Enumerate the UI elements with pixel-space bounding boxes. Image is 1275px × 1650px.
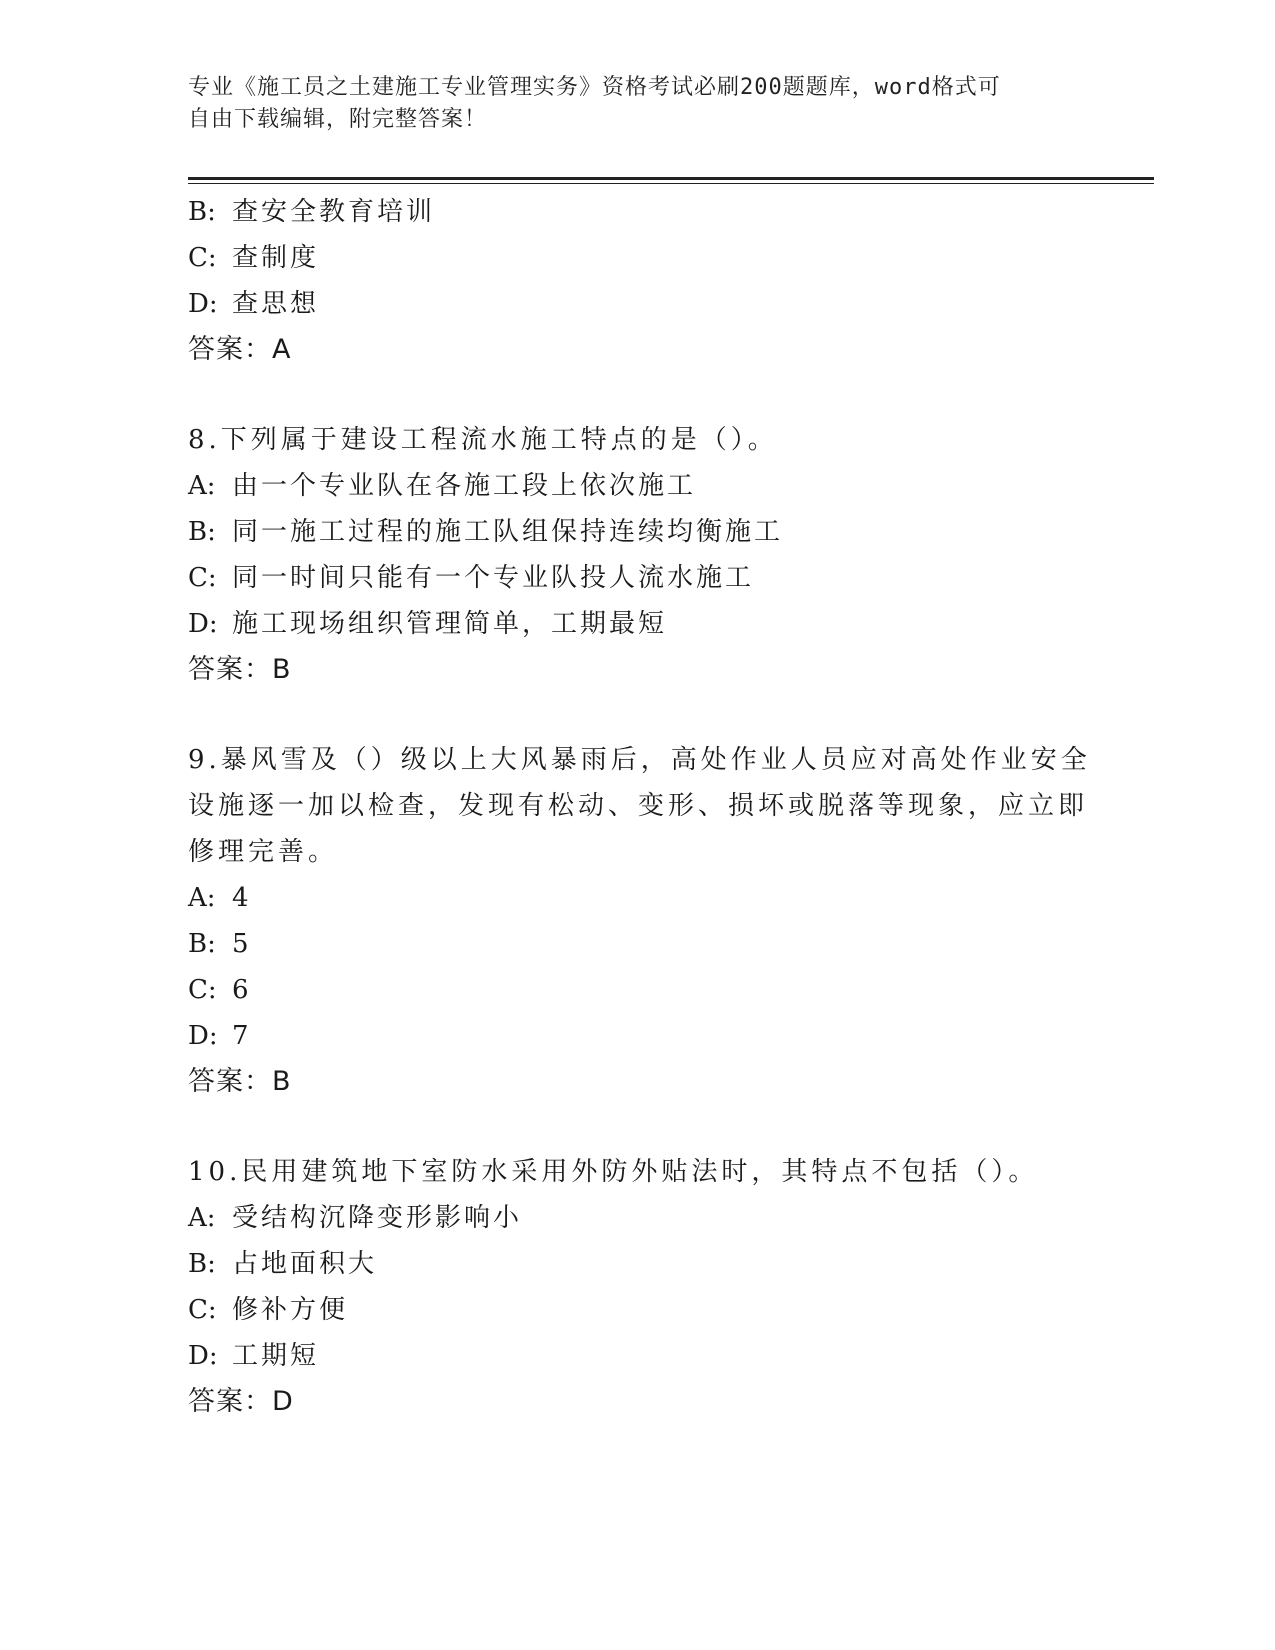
option-b: [188, 189, 1088, 235]
option-letter: B:: [188, 197, 216, 227]
option-a: [188, 1195, 1088, 1241]
option-d: [188, 601, 1088, 647]
header-title-line-1: 专业《施工员之土建施工专业管理实务》资格考试必刷200题题库，word格式可: [188, 75, 1001, 100]
option-b: [188, 509, 1088, 555]
question-9: [188, 737, 1091, 1105]
document-header: [188, 72, 1068, 136]
option-text: 同一施工过程的施工队组保持连续均衡施工: [232, 517, 784, 547]
question-stem: 8.下列属于建设工程流水施工特点的是（）。: [188, 425, 778, 455]
option-letter: C:: [188, 975, 217, 1005]
option-a: [188, 463, 1088, 509]
option-letter: A:: [188, 471, 216, 501]
answer-line: 答案：A: [188, 334, 292, 365]
option-text: 7: [232, 1021, 252, 1051]
header-title-line-2: 自由下载编辑，附完整答案！: [188, 107, 488, 132]
option-b: [188, 921, 1088, 967]
option-text: 6: [232, 975, 252, 1005]
answer-line: 答案：B: [188, 1066, 292, 1097]
question-stem: 设施逐一加以检查，发现有松动、变形、损坏或脱落等现象，应立即: [188, 791, 1089, 821]
answer-line: 答案：D: [188, 1386, 294, 1417]
question-stem: 10.民用建筑地下室防水采用外防外贴法时，其特点不包括（）。: [188, 1157, 1039, 1187]
header-divider-thin: [188, 183, 1154, 184]
question-10: [188, 1149, 1088, 1425]
question-spacer: [188, 373, 1088, 417]
option-letter: B:: [188, 929, 216, 959]
question-stem: 9.暴风雪及（）级以上大风暴雨后，高处作业人员应对高处作业安全: [188, 745, 1091, 775]
option-c: [188, 555, 1088, 601]
option-letter: B:: [188, 517, 216, 547]
option-letter: B:: [188, 1249, 216, 1279]
option-d: [188, 1013, 1088, 1059]
question-content: [188, 189, 1091, 1425]
option-letter: D:: [188, 1341, 218, 1371]
answer-line: 答案：B: [188, 654, 292, 685]
option-d: [188, 281, 1088, 327]
option-c: [188, 235, 1088, 281]
option-letter: A:: [188, 883, 216, 913]
option-letter: C:: [188, 1295, 217, 1325]
option-c: [188, 967, 1088, 1013]
question-spacer: [188, 1105, 1088, 1149]
option-text: 受结构沉降变形影响小: [232, 1203, 523, 1233]
option-text: 同一时间只能有一个专业队投人流水施工: [232, 563, 755, 593]
header-divider-thick: [188, 177, 1154, 180]
option-text: 由一个专业队在各施工段上依次施工: [232, 471, 697, 501]
option-text: 查制度: [232, 243, 320, 273]
option-letter: C:: [188, 563, 217, 593]
option-letter: C:: [188, 243, 217, 273]
option-text: 工期短: [232, 1341, 320, 1371]
option-a: [188, 875, 1088, 921]
option-text: 查思想: [232, 289, 320, 319]
question-8: [188, 417, 1088, 693]
option-letter: A:: [188, 1203, 216, 1233]
option-text: 占地面积大: [232, 1249, 378, 1279]
option-c: [188, 1287, 1088, 1333]
option-text: 修补方便: [232, 1295, 349, 1325]
option-text: 5: [232, 929, 252, 959]
question-7-tail: [188, 189, 1088, 373]
question-spacer: [188, 693, 1088, 737]
option-d: [188, 1333, 1088, 1379]
option-text: 查安全教育培训: [232, 197, 436, 227]
option-b: [188, 1241, 1088, 1287]
option-letter: D:: [188, 609, 218, 639]
option-text: 施工现场组织管理简单，工期最短: [232, 609, 668, 639]
option-letter: D:: [188, 289, 218, 319]
option-letter: D:: [188, 1021, 218, 1051]
question-stem: 修理完善。: [188, 837, 339, 867]
option-text: 4: [232, 883, 252, 913]
